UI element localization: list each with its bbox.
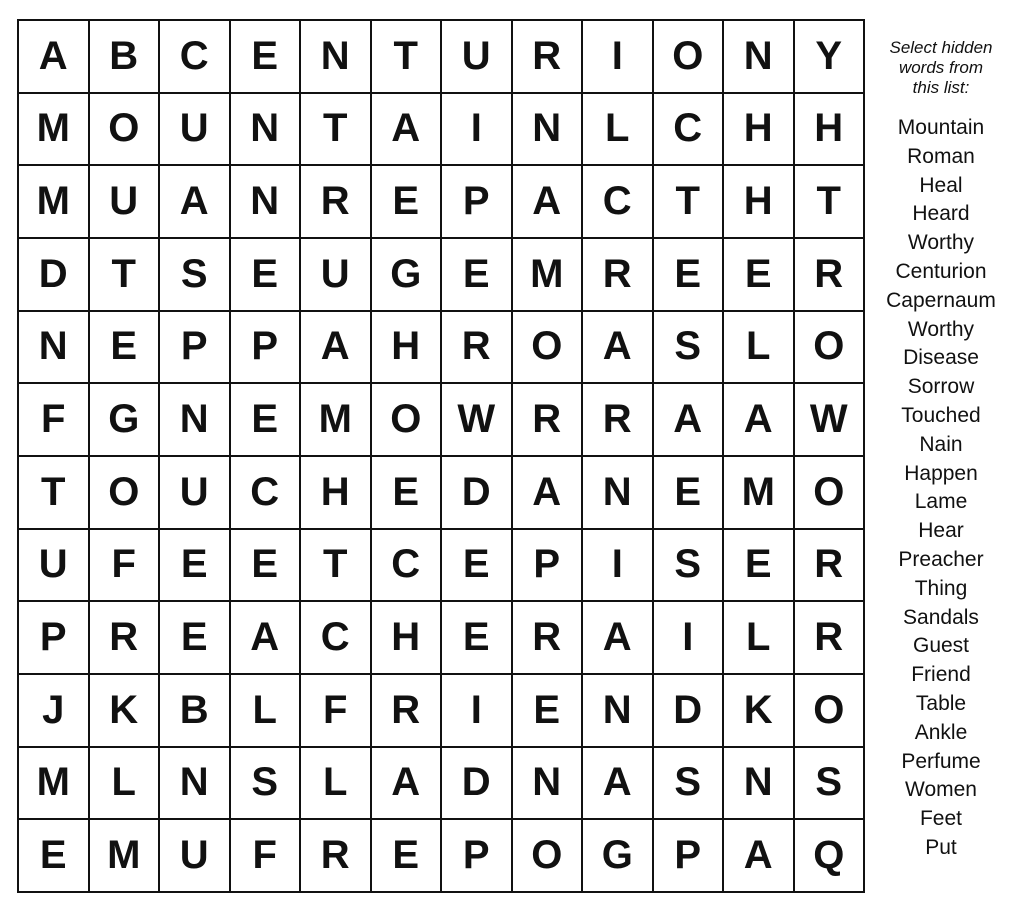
word-list-item[interactable]: Thing: [914, 576, 968, 600]
word-list-item[interactable]: Perfume: [901, 749, 981, 773]
grid-cell[interactable]: I: [583, 530, 654, 603]
word-list-item[interactable]: Table: [915, 691, 967, 715]
grid-cell[interactable]: Y: [795, 21, 866, 94]
grid-cell[interactable]: G: [90, 384, 161, 457]
grid-cell[interactable]: E: [513, 675, 584, 748]
grid-cell[interactable]: U: [160, 820, 231, 893]
word-list-item[interactable]: Sandals: [903, 605, 979, 629]
grid-cell[interactable]: K: [90, 675, 161, 748]
grid-cell[interactable]: A: [231, 602, 302, 675]
grid-cell[interactable]: T: [795, 166, 866, 239]
grid-cell[interactable]: N: [301, 21, 372, 94]
grid-cell[interactable]: W: [442, 384, 513, 457]
grid-cell[interactable]: C: [231, 457, 302, 530]
grid-cell[interactable]: P: [442, 166, 513, 239]
grid-cell[interactable]: O: [372, 384, 443, 457]
grid-cell[interactable]: M: [19, 94, 90, 167]
grid-cell[interactable]: M: [724, 457, 795, 530]
grid-cell[interactable]: E: [19, 820, 90, 893]
grid-cell[interactable]: M: [19, 166, 90, 239]
word-list-item[interactable]: Capernaum: [886, 288, 996, 312]
grid-cell[interactable]: R: [583, 239, 654, 312]
grid-cell[interactable]: R: [795, 530, 866, 603]
grid-cell[interactable]: A: [583, 748, 654, 821]
word-list-item[interactable]: Heal: [919, 173, 963, 197]
word-list-item[interactable]: Mountain: [897, 116, 985, 139]
grid-cell[interactable]: D: [442, 748, 513, 821]
grid-cell[interactable]: U: [301, 239, 372, 312]
grid-cell[interactable]: G: [583, 820, 654, 893]
grid-cell[interactable]: O: [513, 312, 584, 385]
grid-cell[interactable]: N: [19, 312, 90, 385]
grid-cell[interactable]: I: [442, 94, 513, 167]
grid-cell[interactable]: S: [654, 748, 725, 821]
grid-cell[interactable]: L: [724, 312, 795, 385]
word-list-item[interactable]: Centurion: [895, 259, 987, 283]
grid-cell[interactable]: A: [583, 312, 654, 385]
grid-cell[interactable]: T: [372, 21, 443, 94]
grid-cell[interactable]: E: [231, 239, 302, 312]
grid-cell[interactable]: E: [654, 239, 725, 312]
grid-cell[interactable]: H: [724, 94, 795, 167]
grid-cell[interactable]: N: [724, 21, 795, 94]
grid-cell[interactable]: N: [513, 94, 584, 167]
grid-cell[interactable]: O: [795, 312, 866, 385]
grid-cell[interactable]: D: [19, 239, 90, 312]
grid-cell[interactable]: U: [160, 94, 231, 167]
grid-cell[interactable]: R: [442, 312, 513, 385]
grid-cell[interactable]: M: [301, 384, 372, 457]
grid-cell[interactable]: T: [90, 239, 161, 312]
grid-cell[interactable]: N: [724, 748, 795, 821]
grid-cell[interactable]: E: [90, 312, 161, 385]
letter-grid: [17, 19, 865, 893]
grid-cell[interactable]: R: [301, 820, 372, 893]
grid-cell[interactable]: P: [442, 820, 513, 893]
grid-cell[interactable]: M: [19, 748, 90, 821]
grid-cell[interactable]: Q: [795, 820, 866, 893]
grid-cell[interactable]: O: [795, 457, 866, 530]
grid-cell[interactable]: A: [583, 602, 654, 675]
grid-cell[interactable]: T: [654, 166, 725, 239]
word-list-item[interactable]: Guest: [912, 634, 970, 658]
instructions: [870, 38, 1012, 98]
grid-cell[interactable]: I: [583, 21, 654, 94]
grid-cell[interactable]: A: [372, 748, 443, 821]
grid-cell[interactable]: A: [654, 384, 725, 457]
word-list: [870, 114, 1012, 863]
grid-cell[interactable]: A: [372, 94, 443, 167]
grid-cell[interactable]: U: [19, 530, 90, 603]
grid-cell[interactable]: P: [231, 312, 302, 385]
grid-cell[interactable]: M: [90, 820, 161, 893]
grid-cell[interactable]: S: [231, 748, 302, 821]
grid-cell[interactable]: H: [301, 457, 372, 530]
grid-cell[interactable]: N: [160, 384, 231, 457]
word-list-item[interactable]: Preacher: [898, 547, 984, 571]
grid-cell[interactable]: C: [301, 602, 372, 675]
word-list-item[interactable]: Worthy: [907, 231, 975, 255]
grid-cell[interactable]: U: [160, 457, 231, 530]
grid-cell[interactable]: B: [90, 21, 161, 94]
grid-cell[interactable]: E: [372, 457, 443, 530]
grid-cell[interactable]: E: [442, 602, 513, 675]
grid-cell[interactable]: N: [231, 94, 302, 167]
grid-cell[interactable]: R: [372, 675, 443, 748]
grid-cell[interactable]: R: [583, 384, 654, 457]
word-list-item[interactable]: Touched: [901, 403, 981, 427]
grid-cell[interactable]: U: [90, 166, 161, 239]
grid-cell[interactable]: S: [654, 530, 725, 603]
word-list-item[interactable]: Happen: [904, 461, 978, 485]
grid-cell[interactable]: O: [90, 457, 161, 530]
grid-cell[interactable]: N: [583, 675, 654, 748]
grid-cell[interactable]: L: [301, 748, 372, 821]
word-list-item[interactable]: Women: [905, 778, 977, 802]
grid-cell[interactable]: T: [301, 94, 372, 167]
grid-cell[interactable]: E: [372, 166, 443, 239]
grid-cell[interactable]: C: [583, 166, 654, 239]
grid-cell[interactable]: F: [301, 675, 372, 748]
grid-cell[interactable]: R: [513, 21, 584, 94]
grid-cell[interactable]: E: [231, 384, 302, 457]
grid-cell[interactable]: W: [795, 384, 866, 457]
grid-cell[interactable]: E: [724, 530, 795, 603]
grid-cell[interactable]: E: [231, 530, 302, 603]
grid-cell[interactable]: O: [654, 21, 725, 94]
grid-cell[interactable]: N: [231, 166, 302, 239]
grid-cell[interactable]: H: [372, 602, 443, 675]
grid-cell[interactable]: R: [301, 166, 372, 239]
word-list-item[interactable]: Disease: [903, 346, 979, 370]
grid-cell[interactable]: L: [90, 748, 161, 821]
word-list-item[interactable]: Put: [925, 835, 957, 859]
grid-cell[interactable]: E: [160, 530, 231, 603]
grid-cell[interactable]: R: [795, 239, 866, 312]
grid-cell[interactable]: D: [442, 457, 513, 530]
word-list-item[interactable]: Hear: [918, 519, 964, 543]
grid-cell[interactable]: L: [231, 675, 302, 748]
grid-cell[interactable]: N: [160, 748, 231, 821]
grid-cell[interactable]: H: [795, 94, 866, 167]
grid-cell[interactable]: T: [301, 530, 372, 603]
grid-cell[interactable]: C: [160, 21, 231, 94]
grid-cell[interactable]: F: [19, 384, 90, 457]
grid-cell[interactable]: E: [724, 239, 795, 312]
grid-cell[interactable]: G: [372, 239, 443, 312]
grid-cell[interactable]: E: [654, 457, 725, 530]
grid-cell[interactable]: R: [90, 602, 161, 675]
grid-cell[interactable]: O: [90, 94, 161, 167]
grid-cell[interactable]: A: [160, 166, 231, 239]
grid-cell[interactable]: E: [442, 530, 513, 603]
grid-cell[interactable]: A: [513, 166, 584, 239]
grid-cell[interactable]: A: [19, 21, 90, 94]
grid-cell[interactable]: P: [19, 602, 90, 675]
word-list-item[interactable]: Lame: [914, 490, 968, 514]
word-list-item[interactable]: Nain: [919, 432, 963, 456]
grid-cell[interactable]: K: [724, 675, 795, 748]
word-list-item[interactable]: Roman: [907, 144, 975, 168]
grid-cell[interactable]: A: [724, 384, 795, 457]
grid-cell[interactable]: H: [372, 312, 443, 385]
grid-cell[interactable]: L: [724, 602, 795, 675]
grid-cell[interactable]: S: [160, 239, 231, 312]
grid-cell[interactable]: A: [513, 457, 584, 530]
grid-cell[interactable]: A: [301, 312, 372, 385]
grid-cell[interactable]: D: [654, 675, 725, 748]
grid-cell[interactable]: U: [442, 21, 513, 94]
grid-cell[interactable]: N: [513, 748, 584, 821]
word-list-item[interactable]: Friend: [911, 663, 971, 687]
grid-cell[interactable]: E: [372, 820, 443, 893]
grid-cell[interactable]: R: [513, 384, 584, 457]
word-list-item[interactable]: Feet: [919, 807, 963, 831]
grid-cell[interactable]: E: [442, 239, 513, 312]
grid-cell[interactable]: T: [19, 457, 90, 530]
word-list-item[interactable]: Heard: [912, 202, 970, 226]
word-list-panel: [870, 38, 1012, 863]
grid-cell[interactable]: H: [724, 166, 795, 239]
grid-cell[interactable]: I: [442, 675, 513, 748]
grid-cell[interactable]: B: [160, 675, 231, 748]
instruction-line: Select hidden: [889, 38, 993, 57]
grid-cell[interactable]: P: [654, 820, 725, 893]
grid-cell[interactable]: P: [513, 530, 584, 603]
grid-cell[interactable]: I: [654, 602, 725, 675]
grid-cell[interactable]: F: [231, 820, 302, 893]
grid-cell[interactable]: R: [513, 602, 584, 675]
grid-cell[interactable]: N: [583, 457, 654, 530]
grid-cell[interactable]: S: [654, 312, 725, 385]
grid-cell[interactable]: E: [160, 602, 231, 675]
instruction-line: words from: [898, 58, 984, 77]
grid-cell[interactable]: E: [231, 21, 302, 94]
grid-cell[interactable]: R: [795, 602, 866, 675]
word-list-item[interactable]: Sorrow: [907, 375, 975, 399]
grid-cell[interactable]: P: [160, 312, 231, 385]
grid-cell[interactable]: C: [654, 94, 725, 167]
grid-cell[interactable]: C: [372, 530, 443, 603]
grid-cell[interactable]: J: [19, 675, 90, 748]
grid-cell[interactable]: M: [513, 239, 584, 312]
instruction-line: this list:: [912, 78, 970, 97]
word-list-item[interactable]: Ankle: [914, 720, 968, 744]
grid-cell[interactable]: O: [513, 820, 584, 893]
word-list-item[interactable]: Worthy: [907, 317, 975, 341]
grid-cell[interactable]: O: [795, 675, 866, 748]
grid-cell[interactable]: L: [583, 94, 654, 167]
grid-cell[interactable]: A: [724, 820, 795, 893]
grid-cell[interactable]: F: [90, 530, 161, 603]
grid-cell[interactable]: S: [795, 748, 866, 821]
